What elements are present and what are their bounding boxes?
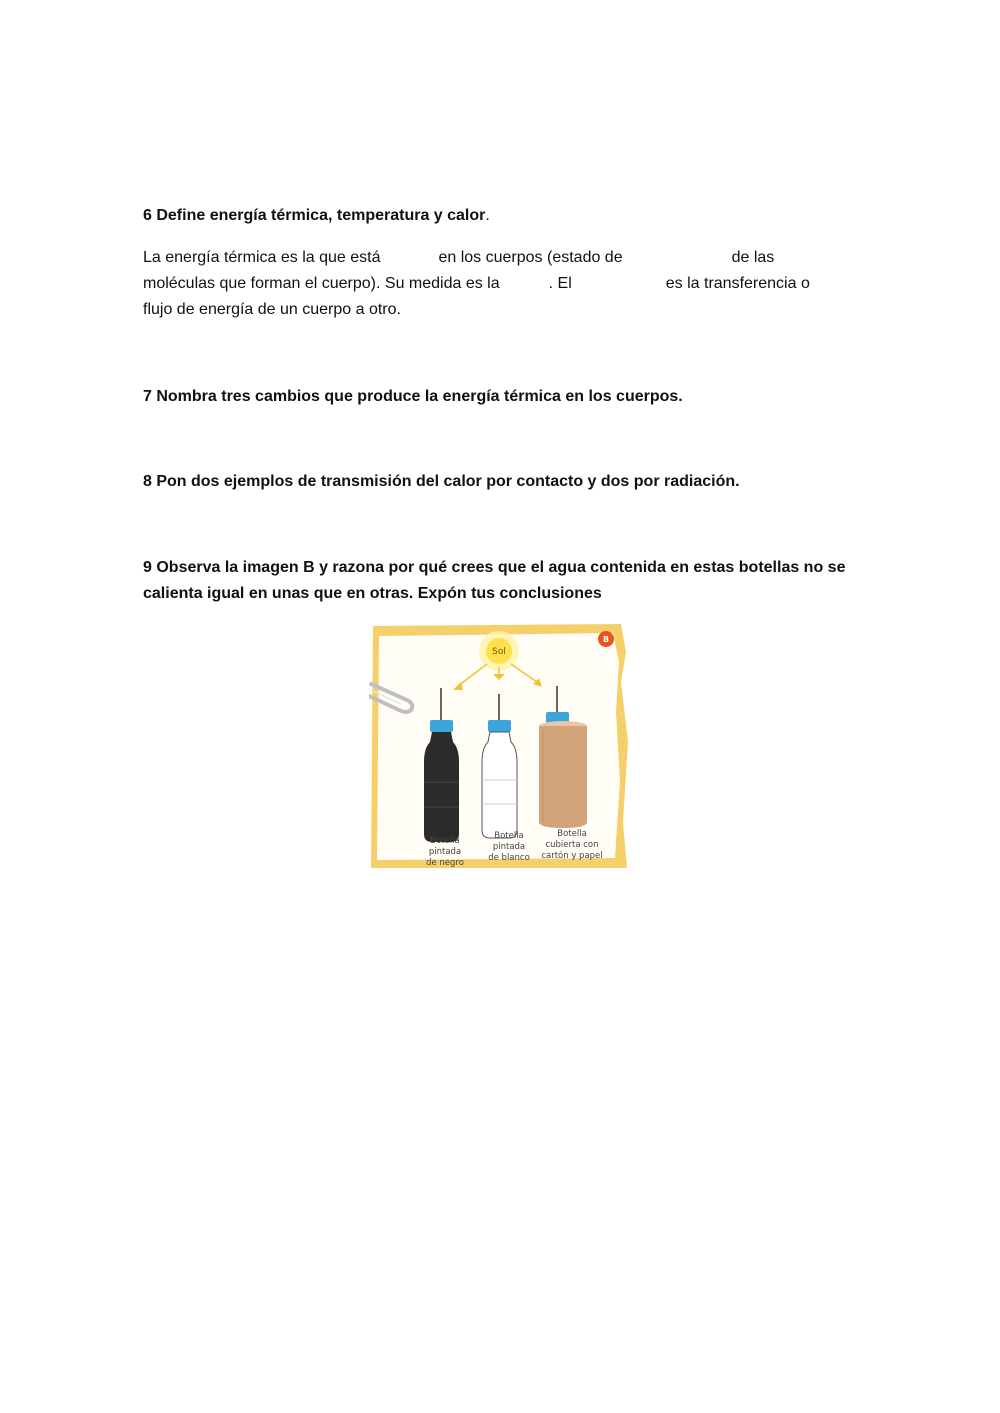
figure-b-bottles bbox=[369, 622, 629, 870]
text-segment: en los cuerpos (estado de bbox=[438, 249, 623, 266]
badge-label: B bbox=[602, 635, 610, 644]
label-line: Botella bbox=[494, 831, 524, 841]
question-6-heading: 6 Define energía térmica, temperatura y calor. bbox=[143, 207, 490, 224]
label-line: pintada bbox=[428, 847, 462, 857]
paragraph-line-1 bbox=[143, 245, 774, 271]
paragraph-line-2 bbox=[143, 271, 810, 297]
label-line: cubierta con bbox=[545, 840, 599, 850]
figure-badge bbox=[598, 631, 614, 647]
label-line: Botella bbox=[430, 836, 460, 846]
paragraph-line-3 bbox=[143, 297, 401, 323]
text-segment: La energía térmica es la que está bbox=[143, 249, 381, 266]
question-6-fill-in-paragraph bbox=[143, 245, 863, 323]
label-white-bottle bbox=[488, 831, 530, 863]
sun-label: Sol bbox=[492, 647, 506, 657]
text-segment: . El bbox=[548, 275, 572, 292]
label-line: de negro bbox=[426, 858, 464, 868]
question-7-heading: 7 Nombra tres cambios que produce la energía térmica en los cuerpos. bbox=[143, 388, 683, 405]
label-black-bottle bbox=[426, 836, 464, 868]
text-segment: de las bbox=[731, 249, 775, 266]
label-line: Botella bbox=[557, 829, 587, 839]
question-8-heading: 8 Pon dos ejemplos de transmisión del calor por contacto y dos por radiación. bbox=[143, 473, 740, 490]
label-line: pintada bbox=[492, 842, 526, 852]
text-segment: flujo de energía de un cuerpo a otro. bbox=[143, 301, 401, 318]
question-9-line-1: 9 Observa la imagen B y razona por qué crees que el agua contenida en estas botellas no se bbox=[143, 559, 846, 576]
text-segment: moléculas que forman el cuerpo). Su medida es la bbox=[143, 275, 500, 292]
label-line: cartón y papel bbox=[541, 851, 603, 861]
question-9-heading bbox=[143, 555, 863, 607]
label-line: de blanco bbox=[488, 853, 530, 863]
text-segment: es la transferencia o bbox=[665, 275, 810, 292]
question-9-line-2: calienta igual en unas que en otras. Expón tus conclusiones bbox=[143, 585, 602, 602]
